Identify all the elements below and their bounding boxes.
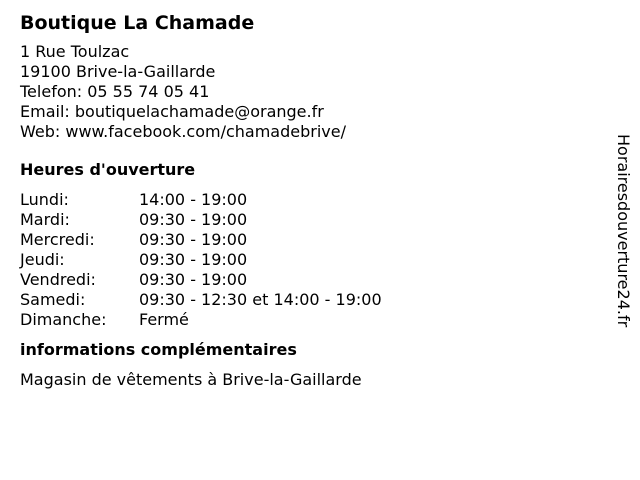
day-label: Lundi: — [20, 190, 69, 209]
day-label: Jeudi: — [20, 250, 65, 269]
hours-row-wednesday — [20, 230, 600, 250]
hours-heading: Heures d'ouverture — [20, 160, 196, 179]
time-value: 09:30 - 19:00 — [139, 210, 248, 229]
day-label: Dimanche: — [20, 310, 107, 329]
day-label: Samedi: — [20, 290, 86, 309]
hours-row-tuesday — [20, 210, 600, 230]
time-value: Fermé — [139, 310, 189, 329]
hours-row-monday — [20, 190, 600, 210]
time-value: 09:30 - 19:00 — [139, 230, 248, 249]
web-line: Web: www.facebook.com/chamadebrive/ — [20, 122, 346, 141]
site-watermark: Horairesdouverture24.fr — [614, 134, 633, 328]
shop-card — [20, 10, 600, 390]
address-line-1: 1 Rue Toulzac — [20, 42, 130, 61]
hours-table — [20, 190, 600, 330]
address-line-2: 19100 Brive-la-Gaillarde — [20, 62, 216, 81]
hours-row-friday — [20, 270, 600, 290]
phone-line: Telefon: 05 55 74 05 41 — [20, 82, 210, 101]
day-label: Vendredi: — [20, 270, 96, 289]
time-value: 09:30 - 19:00 — [139, 270, 248, 289]
time-value: 09:30 - 19:00 — [139, 250, 248, 269]
shop-name: Boutique La Chamade — [20, 12, 255, 34]
email-line: Email: boutiquelachamade@orange.fr — [20, 102, 324, 121]
hours-row-saturday — [20, 290, 600, 310]
time-value: 14:00 - 19:00 — [139, 190, 248, 209]
time-value: 09:30 - 12:30 et 14:00 - 19:00 — [139, 290, 382, 309]
info-heading: informations complémentaires — [20, 340, 297, 359]
day-label: Mardi: — [20, 210, 70, 229]
day-label: Mercredi: — [20, 230, 95, 249]
hours-row-thursday — [20, 250, 600, 270]
hours-row-sunday — [20, 310, 600, 330]
info-text: Magasin de vêtements à Brive-la-Gaillarde — [20, 370, 362, 389]
